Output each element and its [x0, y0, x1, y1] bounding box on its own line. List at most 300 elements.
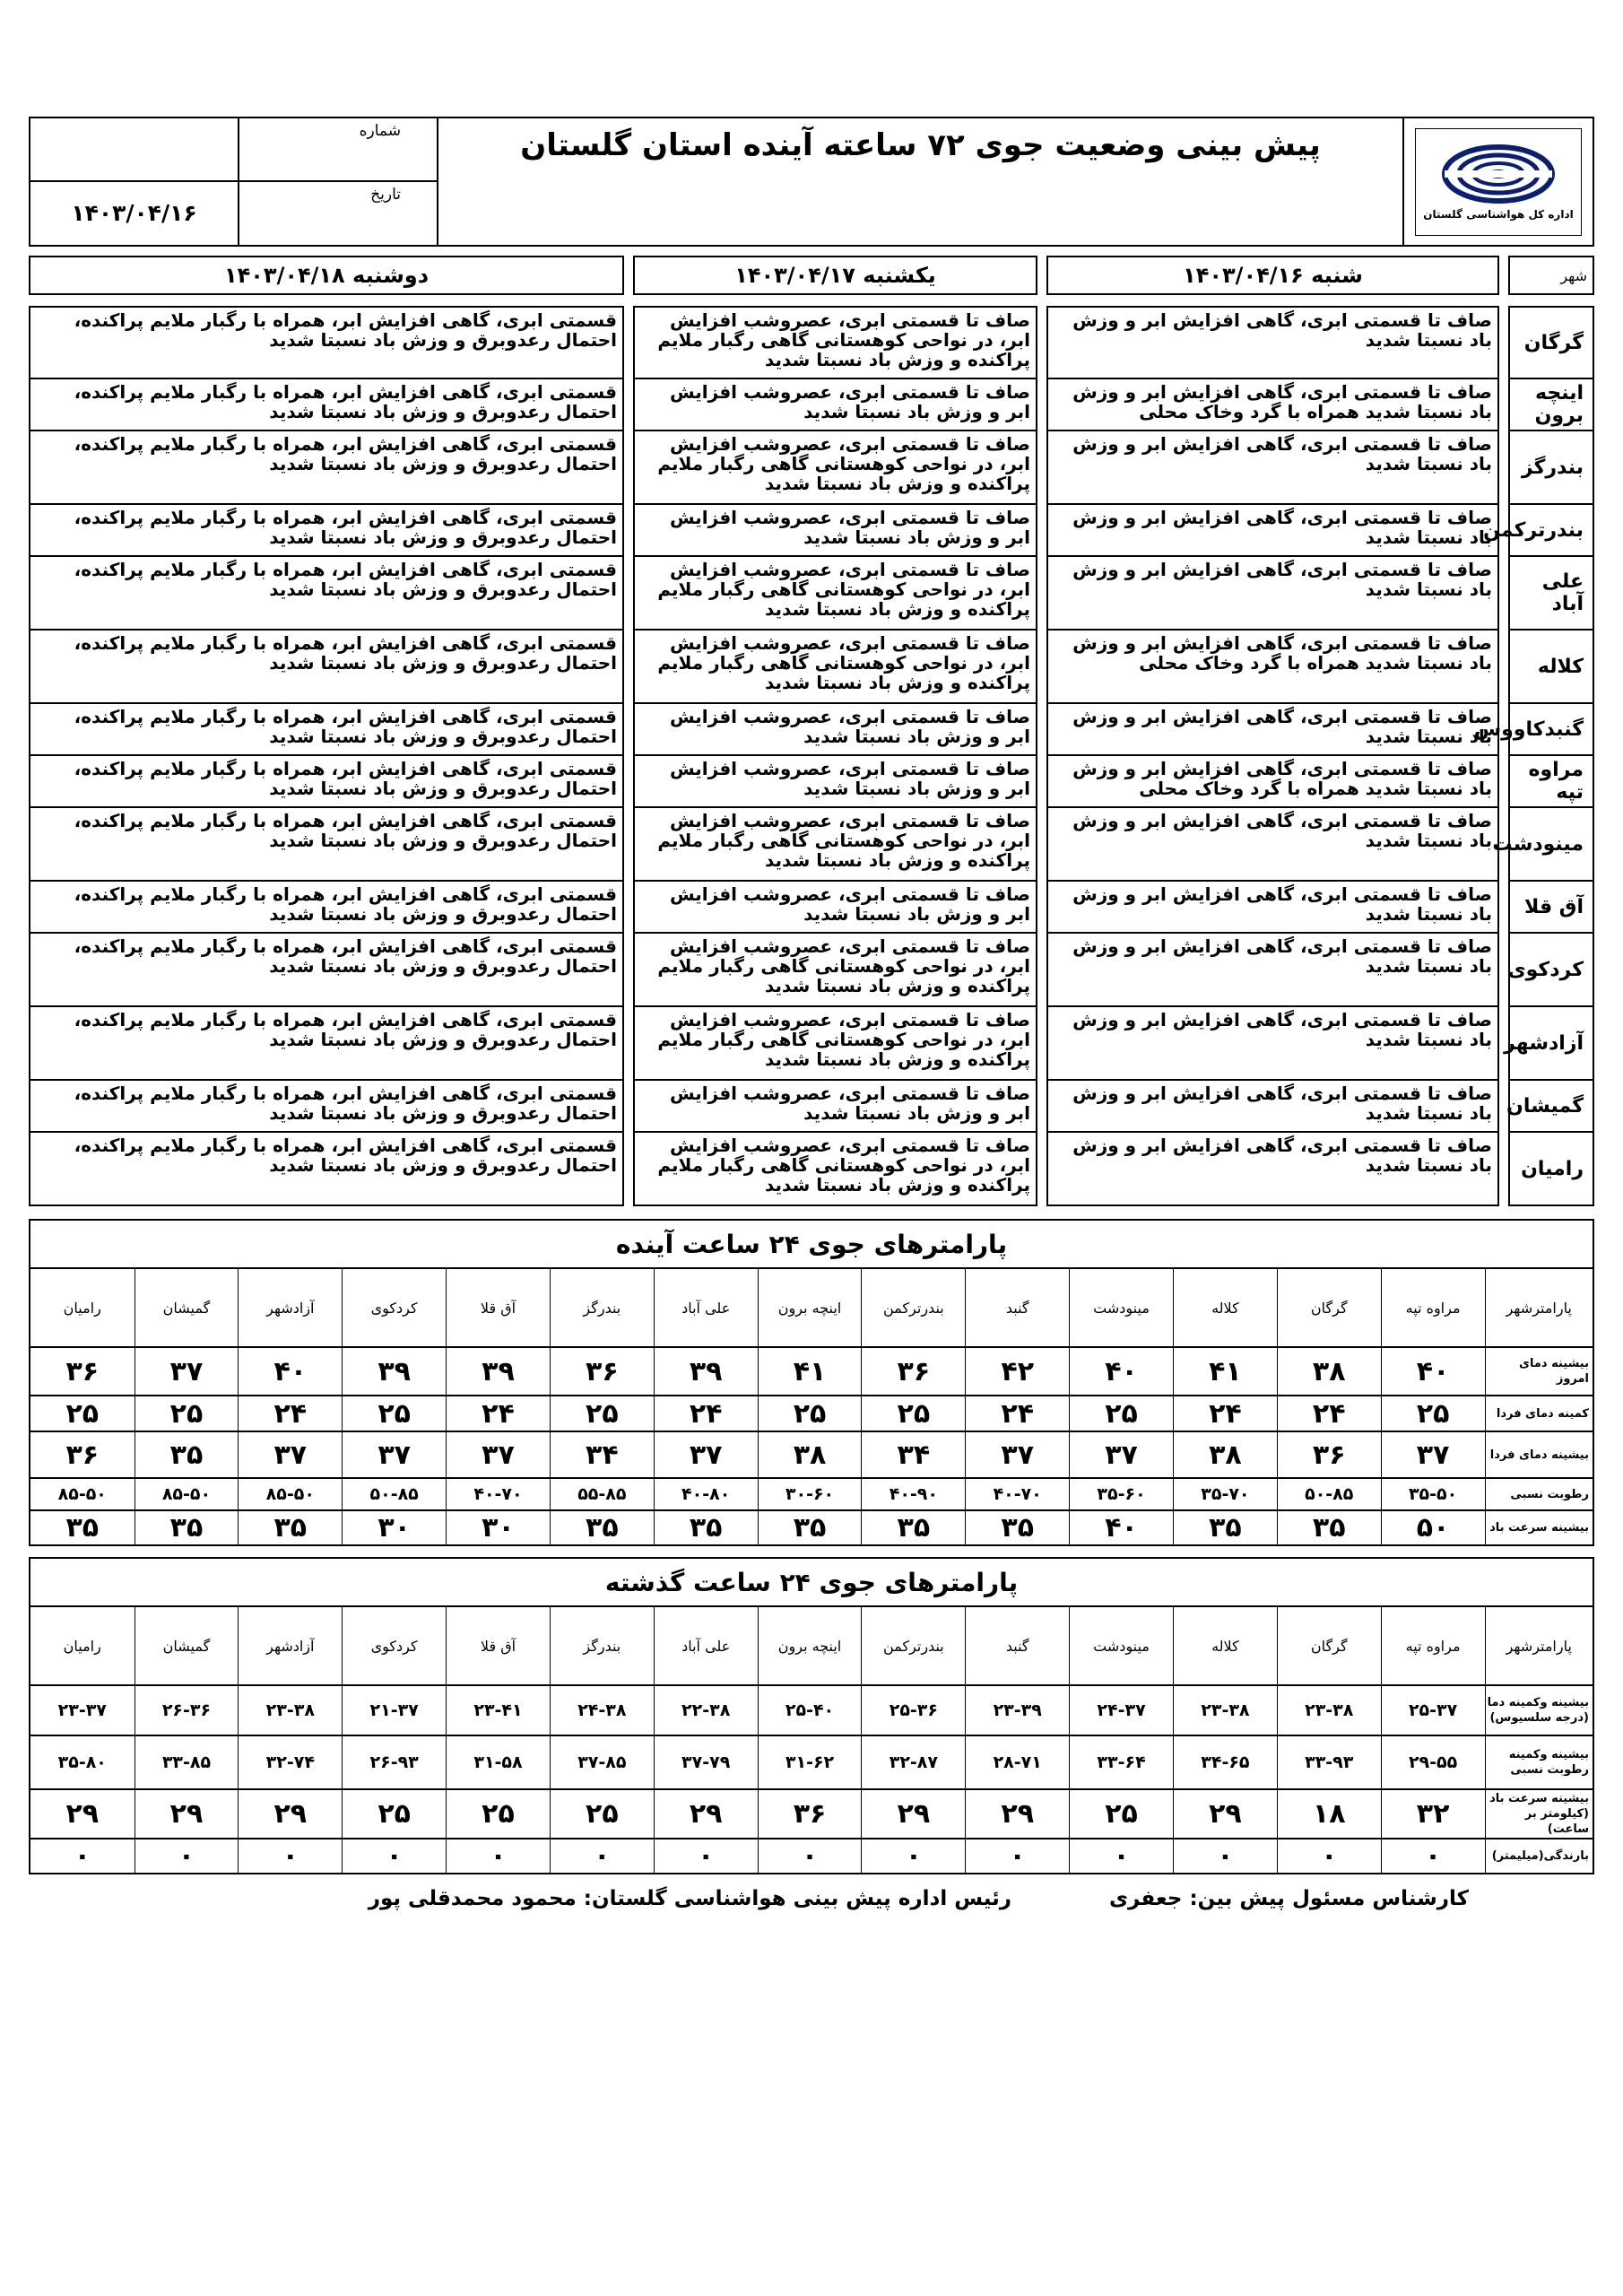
forecast-cell-day3: قسمتی ابری، گاهی افزایش ابر، همراه با رگبار ملایم پراکنده، احتمال رعدوبرق و وزش باد نسبتا شدید	[29, 704, 624, 756]
forecast-row	[29, 1133, 1594, 1206]
past24-table	[30, 1607, 1593, 1873]
city-name: کردکوی	[1508, 934, 1594, 1007]
column-gap	[624, 756, 633, 808]
param-value: ۲۵	[550, 1396, 654, 1431]
param-row	[30, 1396, 1593, 1431]
column-gap	[624, 704, 633, 756]
param-value: ۳۵	[135, 1510, 239, 1544]
param-value: ۲۳-۳۹	[966, 1685, 1070, 1735]
param-label: بیشینه وکمینه دما (درجه سلسیوس)	[1485, 1685, 1593, 1735]
forecast-cell-day3: قسمتی ابری، گاهی افزایش ابر، همراه با رگبار ملایم پراکنده، احتمال رعدوبرق و وزش باد نسبتا شدید	[29, 1081, 624, 1133]
number-value	[30, 118, 238, 182]
forecast-row	[29, 1007, 1594, 1081]
city-name: آق قلا	[1508, 882, 1594, 934]
forecast-cell-day1: صاف تا قسمتی ابری، گاهی افزایش ابر و وزش باد نسبتا شدید	[1046, 934, 1499, 1007]
city-name: علی آباد	[1508, 557, 1594, 631]
city-name: گنبدکاووس	[1508, 704, 1594, 756]
column-gap	[624, 306, 633, 379]
param-value: ۳۵-۸۰	[30, 1735, 135, 1789]
forecast-cell-day1: صاف تا قسمتی ابری، گاهی افزایش ابر و وزش باد نسبتا شدید	[1046, 1081, 1499, 1133]
param-value: ۳۵-۷۰	[1173, 1478, 1277, 1510]
param-value: ۲۳-۳۸	[239, 1685, 343, 1735]
param-value: ۳۶	[862, 1347, 966, 1396]
column-gap	[1037, 808, 1046, 882]
city-name: گمیشان	[1508, 1081, 1594, 1133]
column-gap	[624, 631, 633, 704]
column-gap	[1499, 379, 1508, 431]
column-gap	[624, 505, 633, 557]
forecast-body	[29, 306, 1594, 1206]
param-value: ۲۵	[343, 1789, 447, 1839]
city-name: مراوه تپه	[1508, 756, 1594, 808]
corner-header: پارامترشهر	[1485, 1607, 1593, 1685]
param-value: ۳۹	[343, 1347, 447, 1396]
param-value: ۲۳-۴۱	[447, 1685, 551, 1735]
city-name: آزادشهر	[1508, 1007, 1594, 1081]
param-value: ۲۳-۳۷	[30, 1685, 135, 1735]
city-header: مینودشت	[1070, 1269, 1174, 1347]
column-gap	[624, 1007, 633, 1081]
param-value: ۳۶	[758, 1789, 862, 1839]
param-value: ۰	[1070, 1839, 1174, 1873]
forecast-cell-day3: قسمتی ابری، گاهی افزایش ابر، همراه با رگبار ملایم پراکنده، احتمال رعدوبرق و وزش باد نسبتا شدید	[29, 882, 624, 934]
param-value: ۰	[654, 1839, 758, 1873]
param-value: ۲۵	[1070, 1789, 1174, 1839]
param-value: ۳۵	[239, 1510, 343, 1544]
param-value: ۳۲-۷۴	[239, 1735, 343, 1789]
city-name: اینچه برون	[1508, 379, 1594, 431]
param-row	[30, 1431, 1593, 1478]
city-header: مینودشت	[1070, 1607, 1174, 1685]
param-value: ۰	[758, 1839, 862, 1873]
param-value: ۲۴	[654, 1396, 758, 1431]
column-gap	[1037, 1007, 1046, 1081]
param-value: ۳۵	[65, 1512, 100, 1544]
next24-section	[29, 1219, 1594, 1546]
forecast-cell-day2: صاف تا قسمتی ابری، عصروشب افزایش ابر و وزش باد نسبتا شدید	[633, 505, 1037, 557]
param-value: ۴۰	[1070, 1347, 1174, 1396]
param-label: بیشینه سرعت باد (کیلومتر بر ساعت)	[1485, 1789, 1593, 1839]
forecast-cell-day3: قسمتی ابری، گاهی افزایش ابر، همراه با رگبار ملایم پراکنده، احتمال رعدوبرق و وزش باد نسبتا شدید	[29, 306, 624, 379]
param-value: ۵۰-۸۵	[1277, 1478, 1381, 1510]
param-value: ۲۴	[1173, 1396, 1277, 1431]
param-value: ۳۱-۵۸	[447, 1735, 551, 1789]
footer	[29, 1887, 1594, 1923]
forecast-cell-day2: صاف تا قسمتی ابری، عصروشب افزایش ابر، در نواحی کوهستانی گاهی رگبار ملایم پراکنده و وزش باد نسبتا شدید	[633, 557, 1037, 631]
param-value: ۴۲	[966, 1347, 1070, 1396]
date-label: تاریخ	[238, 182, 437, 246]
param-value: ۲۴-۳۸	[550, 1685, 654, 1735]
param-value: ۲۹-۵۵	[1381, 1735, 1485, 1789]
forecaster-signature: کارشناس مسئول پیش بین: جعفری	[1108, 1887, 1469, 1910]
forecast-row	[29, 557, 1594, 631]
param-value: ۳۳-۶۴	[1070, 1735, 1174, 1789]
param-value: ۲۵	[447, 1789, 551, 1839]
param-value: ۴۰-۹۰	[862, 1478, 966, 1510]
city-header: مراوه تپه	[1381, 1269, 1485, 1347]
param-value: ۰	[239, 1839, 343, 1873]
page-title: پیش بینی وضعیت جوی ۷۲ ساعته آینده استان گلستان	[520, 127, 1321, 163]
forecast-cell-day2: صاف تا قسمتی ابری، عصروشب افزایش ابر، در نواحی کوهستانی گاهی رگبار ملایم پراکنده و وزش باد نسبتا شدید	[633, 631, 1037, 704]
column-gap	[1037, 379, 1046, 431]
forecast-cell-day2: صاف تا قسمتی ابری، عصروشب افزایش ابر، در نواحی کوهستانی گاهی رگبار ملایم پراکنده و وزش باد نسبتا شدید	[633, 306, 1037, 379]
column-gap	[624, 882, 633, 934]
forecast-cell-day1: صاف تا قسمتی ابری، گاهی افزایش ابر و وزش باد نسبتا شدید همراه با گرد وخاک محلی	[1046, 379, 1499, 431]
param-value: ۸۵-۵۰	[239, 1478, 343, 1510]
param-value: ۲۳-۳۸	[1173, 1685, 1277, 1735]
param-value: ۳۴	[550, 1431, 654, 1478]
forecast-cell-day3: قسمتی ابری، گاهی افزایش ابر، همراه با رگبار ملایم پراکنده، احتمال رعدوبرق و وزش باد نسبتا شدید	[29, 1007, 624, 1081]
column-gap	[1499, 882, 1508, 934]
column-gap	[1037, 557, 1046, 631]
param-value: ۰	[862, 1839, 966, 1873]
forecast-row	[29, 808, 1594, 882]
head-signature: رئیس اداره پیش بینی هواشناسی گلستان: محمود محمدقلی پور	[368, 1887, 1011, 1910]
title-cell	[438, 118, 1402, 245]
param-value: ۲۲-۳۸	[654, 1685, 758, 1735]
param-value: ۳۹	[447, 1347, 551, 1396]
param-value: ۰	[74, 1840, 91, 1872]
param-value: ۲۴	[1277, 1396, 1381, 1431]
past24-title: پارامترهای جوی ۲۴ ساعت گذشته	[30, 1559, 1593, 1607]
param-value: ۳۱-۶۲	[758, 1735, 862, 1789]
day-header: شنبه ۱۴۰۳/۰۴/۱۶	[1046, 256, 1499, 295]
forecast-table	[29, 256, 1594, 1206]
param-value: ۳۵	[1277, 1510, 1381, 1544]
date-value: ۱۴۰۳/۰۴/۱۶	[71, 200, 197, 227]
column-gap	[1499, 756, 1508, 808]
param-row	[30, 1735, 1593, 1789]
param-value: ۳۵	[966, 1510, 1070, 1544]
logo-mark-icon	[1440, 144, 1557, 204]
param-value: ۳۶	[1277, 1431, 1381, 1478]
param-value: ۱۸	[1277, 1789, 1381, 1839]
param-row	[30, 1510, 1593, 1544]
city-header: علی آباد	[654, 1269, 758, 1347]
city-name: مینودشت	[1508, 808, 1594, 882]
param-value: ۲۶-۳۶	[135, 1685, 239, 1735]
forecast-row	[29, 431, 1594, 505]
column-gap	[624, 1081, 633, 1133]
param-value: ۰	[447, 1839, 551, 1873]
forecast-cell-day2: صاف تا قسمتی ابری، عصروشب افزایش ابر و وزش باد نسبتا شدید	[633, 882, 1037, 934]
param-label: کمینه دمای فردا	[1485, 1396, 1593, 1431]
param-value: ۰	[966, 1839, 1070, 1873]
param-value: ۳۶	[550, 1347, 654, 1396]
forecast-cell-day1: صاف تا قسمتی ابری، گاهی افزایش ابر و وزش باد نسبتا شدید	[1046, 808, 1499, 882]
meta-cell	[30, 118, 438, 245]
param-value: ۳۷	[447, 1431, 551, 1478]
city-header: گرگان	[1277, 1607, 1381, 1685]
param-value: ۴۱	[758, 1347, 862, 1396]
column-gap	[1499, 306, 1508, 379]
logo-cell	[1402, 118, 1593, 245]
next24-title: پارامترهای جوی ۲۴ ساعت آینده	[30, 1221, 1593, 1269]
forecast-row	[29, 306, 1594, 379]
city-header: گمیشان	[135, 1269, 239, 1347]
param-value: ۳۹	[654, 1347, 758, 1396]
param-value: ۳۶	[30, 1431, 135, 1478]
param-label: بیشینه سرعت باد	[1485, 1510, 1593, 1544]
city-header: بندرترکمن	[862, 1607, 966, 1685]
param-value: ۳۷	[239, 1431, 343, 1478]
day-header: دوشنبه ۱۴۰۳/۰۴/۱۸	[29, 256, 624, 295]
param-label: رطوبت نسبی	[1485, 1478, 1593, 1510]
column-gap	[1037, 934, 1046, 1007]
param-value: ۲۴	[966, 1396, 1070, 1431]
param-value: ۳۵	[862, 1510, 966, 1544]
forecast-row	[29, 631, 1594, 704]
city-name: رامیان	[1508, 1133, 1594, 1206]
city-header: بندرگز	[550, 1607, 654, 1685]
param-value: ۰	[1277, 1839, 1381, 1873]
forecast-cell-day1: صاف تا قسمتی ابری، گاهی افزایش ابر و وزش باد نسبتا شدید	[1046, 882, 1499, 934]
forecast-cell-day1: صاف تا قسمتی ابری، گاهی افزایش ابر و وزش باد نسبتا شدید	[1046, 557, 1499, 631]
forecast-cell-day1: صاف تا قسمتی ابری، گاهی افزایش ابر و وزش باد نسبتا شدید	[1046, 505, 1499, 557]
forecast-row	[29, 704, 1594, 756]
city-header: گرگان	[1277, 1269, 1381, 1347]
forecast-cell-day2: صاف تا قسمتی ابری، عصروشب افزایش ابر، در نواحی کوهستانی گاهی رگبار ملایم پراکنده و وزش باد نسبتا شدید	[633, 808, 1037, 882]
city-header: رامیان	[30, 1607, 135, 1685]
city-header: گمیشان	[135, 1607, 239, 1685]
forecast-cell-day1: صاف تا قسمتی ابری، گاهی افزایش ابر و وزش باد نسبتا شدید	[1046, 306, 1499, 379]
bulletin-page	[29, 117, 1594, 1923]
param-value: ۳۶	[30, 1347, 135, 1396]
column-gap	[1037, 1133, 1046, 1206]
param-value: ۲۴	[447, 1396, 551, 1431]
param-value: ۳۴	[862, 1431, 966, 1478]
forecast-cell-day3: قسمتی ابری، گاهی افزایش ابر، همراه با رگبار ملایم پراکنده، احتمال رعدوبرق و وزش باد نسبتا شدید	[29, 934, 624, 1007]
param-value: ۲۹	[966, 1789, 1070, 1839]
param-value: ۲۹	[135, 1789, 239, 1839]
city-header: کردکوی	[343, 1269, 447, 1347]
param-value: ۲۹	[862, 1789, 966, 1839]
param-row	[30, 1685, 1593, 1735]
forecast-cell-day1: صاف تا قسمتی ابری، گاهی افزایش ابر و وزش باد نسبتا شدید	[1046, 431, 1499, 505]
city-header: بندرگز	[550, 1269, 654, 1347]
city-column-header: شهر	[1508, 256, 1594, 295]
past24-section	[29, 1557, 1594, 1874]
column-gap	[1037, 756, 1046, 808]
column-gap	[624, 557, 633, 631]
param-row	[30, 1789, 1593, 1839]
param-value: ۳۸	[1173, 1431, 1277, 1478]
param-value: ۳۷-۷۹	[654, 1735, 758, 1789]
day-header: یکشنبه ۱۴۰۳/۰۴/۱۷	[633, 256, 1037, 295]
param-value: ۲۶-۹۳	[343, 1735, 447, 1789]
city-header: اینچه برون	[758, 1269, 862, 1347]
param-value: ۲۵-۴۰	[758, 1685, 862, 1735]
param-value: ۰	[550, 1839, 654, 1873]
param-value: ۲۹	[30, 1789, 135, 1839]
forecast-cell-day3: قسمتی ابری، گاهی افزایش ابر، همراه با رگبار ملایم پراکنده، احتمال رعدوبرق و وزش باد نسبتا شدید	[29, 557, 624, 631]
city-name: بندرترکمن	[1508, 505, 1594, 557]
param-value: ۲۹	[654, 1789, 758, 1839]
forecast-row	[29, 505, 1594, 557]
city-header: کلاله	[1173, 1607, 1277, 1685]
param-value: ۲۵	[343, 1396, 447, 1431]
param-value: ۴۱	[1173, 1347, 1277, 1396]
forecast-cell-day1: صاف تا قسمتی ابری، گاهی افزایش ابر و وزش باد نسبتا شدید همراه با گرد وخاک محلی	[1046, 631, 1499, 704]
param-value: ۳۷	[1070, 1431, 1174, 1478]
city-header: آق قلا	[447, 1269, 551, 1347]
city-header: کلاله	[1173, 1269, 1277, 1347]
param-value: ۲۵	[30, 1396, 135, 1431]
city-header: اینچه برون	[758, 1607, 862, 1685]
param-value: ۴۰-۷۰	[966, 1478, 1070, 1510]
forecast-cell-day1: صاف تا قسمتی ابری، گاهی افزایش ابر و وزش باد نسبتا شدید	[1046, 1133, 1499, 1206]
param-value: ۳۲-۸۷	[862, 1735, 966, 1789]
param-value: ۳۰	[343, 1510, 447, 1544]
column-gap	[1499, 1133, 1508, 1206]
param-value: ۵۰	[1381, 1510, 1485, 1544]
param-value: ۰	[1173, 1839, 1277, 1873]
param-value: ۳۳-۸۵	[135, 1735, 239, 1789]
column-gap	[1037, 431, 1046, 505]
param-value: ۲۵-۳۷	[1381, 1685, 1485, 1735]
column-gap	[624, 431, 633, 505]
city-name: گرگان	[1508, 306, 1594, 379]
param-value: ۳۷	[343, 1431, 447, 1478]
param-value: ۳۵-۵۰	[1381, 1478, 1485, 1510]
header	[29, 117, 1594, 247]
forecast-row	[29, 934, 1594, 1007]
forecast-row	[29, 379, 1594, 431]
param-value: ۸۵-۵۰	[30, 1478, 135, 1510]
forecast-cell-day3: قسمتی ابری، گاهی افزایش ابر، همراه با رگبار ملایم پراکنده، احتمال رعدوبرق و وزش باد نسبتا شدید	[29, 1133, 624, 1206]
column-gap	[624, 808, 633, 882]
forecast-cell-day2: صاف تا قسمتی ابری، عصروشب افزایش ابر، در نواحی کوهستانی گاهی رگبار ملایم پراکنده و وزش باد نسبتا شدید	[633, 934, 1037, 1007]
param-value: ۵۰-۸۵	[343, 1478, 447, 1510]
forecast-row	[29, 756, 1594, 808]
param-value: ۲۵	[1070, 1396, 1174, 1431]
column-gap	[1499, 557, 1508, 631]
forecast-cell-day2: صاف تا قسمتی ابری، عصروشب افزایش ابر، در نواحی کوهستانی گاهی رگبار ملایم پراکنده و وزش باد نسبتا شدید	[633, 1133, 1037, 1206]
logo-caption: اداره کل هواشناسی گلستان	[1423, 207, 1574, 221]
city-header: گنبد	[966, 1269, 1070, 1347]
column-gap	[1037, 1081, 1046, 1133]
param-value: ۲۵	[135, 1396, 239, 1431]
param-value: ۸۵-۵۰	[135, 1478, 239, 1510]
param-value: ۲۴-۳۷	[1070, 1685, 1174, 1735]
param-value: ۳۸	[758, 1431, 862, 1478]
corner-header: پارامترشهر	[1485, 1269, 1593, 1347]
param-value: ۳۷	[135, 1347, 239, 1396]
column-gap	[624, 934, 633, 1007]
forecast-cell-day3: قسمتی ابری، گاهی افزایش ابر، همراه با رگبار ملایم پراکنده، احتمال رعدوبرق و وزش باد نسبتا شدید	[29, 631, 624, 704]
param-label: بیشینه دمای امروز	[1485, 1347, 1593, 1396]
param-value: ۰	[135, 1839, 239, 1873]
forecast-cell-day1: صاف تا قسمتی ابری، گاهی افزایش ابر و وزش باد نسبتا شدید همراه با گرد وخاک محلی	[1046, 756, 1499, 808]
forecast-cell-day2: صاف تا قسمتی ابری، عصروشب افزایش ابر و وزش باد نسبتا شدید	[633, 379, 1037, 431]
param-label: بیشینه وکمینه رطوبت نسبی	[1485, 1735, 1593, 1789]
column-gap	[1037, 306, 1046, 379]
param-value: ۳۸	[1277, 1347, 1381, 1396]
param-value: ۳۰	[447, 1510, 551, 1544]
forecast-cell-day2: صاف تا قسمتی ابری، عصروشب افزایش ابر، در نواحی کوهستانی گاهی رگبار ملایم پراکنده و وزش باد نسبتا شدید	[633, 431, 1037, 505]
forecast-row	[29, 1081, 1594, 1133]
param-value: ۳۵	[654, 1510, 758, 1544]
city-header: آزادشهر	[239, 1607, 343, 1685]
param-value: ۴۰-۷۰	[447, 1478, 551, 1510]
forecast-cell-day3: قسمتی ابری، گاهی افزایش ابر، همراه با رگبار ملایم پراکنده، احتمال رعدوبرق و وزش باد نسبتا شدید	[29, 379, 624, 431]
param-value: ۳۷	[966, 1431, 1070, 1478]
param-value: ۲۳-۳۸	[1277, 1685, 1381, 1735]
param-value: ۴۰	[1381, 1347, 1485, 1396]
column-gap	[624, 379, 633, 431]
param-value: ۰	[343, 1839, 447, 1873]
city-header: آزادشهر	[239, 1269, 343, 1347]
forecast-cell-day2: صاف تا قسمتی ابری، عصروشب افزایش ابر و وزش باد نسبتا شدید	[633, 756, 1037, 808]
param-row	[30, 1478, 1593, 1510]
city-header: کردکوی	[343, 1607, 447, 1685]
param-value: ۳۷	[654, 1431, 758, 1478]
column-gap	[1037, 631, 1046, 704]
forecast-cell-day3: قسمتی ابری، گاهی افزایش ابر، همراه با رگبار ملایم پراکنده، احتمال رعدوبرق و وزش باد نسبتا شدید	[29, 431, 624, 505]
param-row	[30, 1347, 1593, 1396]
column-gap	[1499, 431, 1508, 505]
forecast-cell-day2: صاف تا قسمتی ابری، عصروشب افزایش ابر و وزش باد نسبتا شدید	[633, 1081, 1037, 1133]
param-value: ۳۲	[1381, 1789, 1485, 1839]
param-value: ۲۵	[550, 1789, 654, 1839]
param-value: ۲۵	[1381, 1396, 1485, 1431]
forecast-cell-day2: صاف تا قسمتی ابری، عصروشب افزایش ابر، در نواحی کوهستانی گاهی رگبار ملایم پراکنده و وزش باد نسبتا شدید	[633, 1007, 1037, 1081]
param-value: ۳۵	[135, 1431, 239, 1478]
param-value: ۲۵	[862, 1396, 966, 1431]
param-value: ۳۵	[550, 1510, 654, 1544]
param-value: ۰	[1381, 1839, 1485, 1873]
param-value: ۳۵-۶۰	[1070, 1478, 1174, 1510]
param-value: ۲۵-۳۶	[862, 1685, 966, 1735]
forecast-cell-day3: قسمتی ابری، گاهی افزایش ابر، همراه با رگبار ملایم پراکنده، احتمال رعدوبرق و وزش باد نسبتا شدید	[29, 808, 624, 882]
param-label: بارندگی(میلیمتر)	[1485, 1839, 1593, 1873]
param-value: ۴۰	[239, 1347, 343, 1396]
city-name: بندرگز	[1508, 431, 1594, 505]
forecast-cell-day3: قسمتی ابری، گاهی افزایش ابر، همراه با رگبار ملایم پراکنده، احتمال رعدوبرق و وزش باد نسبتا شدید	[29, 756, 624, 808]
param-value: ۳۵	[1173, 1510, 1277, 1544]
param-value: ۴۰-۸۰	[654, 1478, 758, 1510]
column-gap	[1499, 631, 1508, 704]
column-gap	[1037, 704, 1046, 756]
param-value: ۲۹	[239, 1789, 343, 1839]
forecast-cell-day1: صاف تا قسمتی ابری، گاهی افزایش ابر و وزش باد نسبتا شدید	[1046, 704, 1499, 756]
column-gap	[1037, 882, 1046, 934]
city-header: علی آباد	[654, 1607, 758, 1685]
param-value: ۳۷	[1381, 1431, 1485, 1478]
param-value: ۲۸-۷۱	[966, 1735, 1070, 1789]
city-header: رامیان	[30, 1269, 135, 1347]
forecast-cell-day2: صاف تا قسمتی ابری، عصروشب افزایش ابر و وزش باد نسبتا شدید	[633, 704, 1037, 756]
city-header: گنبد	[966, 1607, 1070, 1685]
next24-table	[30, 1269, 1593, 1544]
city-name: کلاله	[1508, 631, 1594, 704]
param-row	[30, 1839, 1593, 1873]
forecast-cell-day3: قسمتی ابری، گاهی افزایش ابر، همراه با رگبار ملایم پراکنده، احتمال رعدوبرق و وزش باد نسبتا شدید	[29, 505, 624, 557]
param-value: ۳۰-۶۰	[758, 1478, 862, 1510]
city-header: بندرترکمن	[862, 1269, 966, 1347]
param-value: ۲۹	[1173, 1789, 1277, 1839]
param-label: بیشینه دمای فردا	[1485, 1431, 1593, 1478]
param-value: ۳۵	[758, 1510, 862, 1544]
forecast-row	[29, 882, 1594, 934]
city-header: مراوه تپه	[1381, 1607, 1485, 1685]
number-label: شماره	[238, 118, 437, 182]
meteorological-logo	[1415, 128, 1582, 236]
city-header: آق قلا	[447, 1607, 551, 1685]
forecast-cell-day1: صاف تا قسمتی ابری، گاهی افزایش ابر و وزش باد نسبتا شدید	[1046, 1007, 1499, 1081]
column-gap	[1037, 505, 1046, 557]
param-value: ۳۳-۹۳	[1277, 1735, 1381, 1789]
